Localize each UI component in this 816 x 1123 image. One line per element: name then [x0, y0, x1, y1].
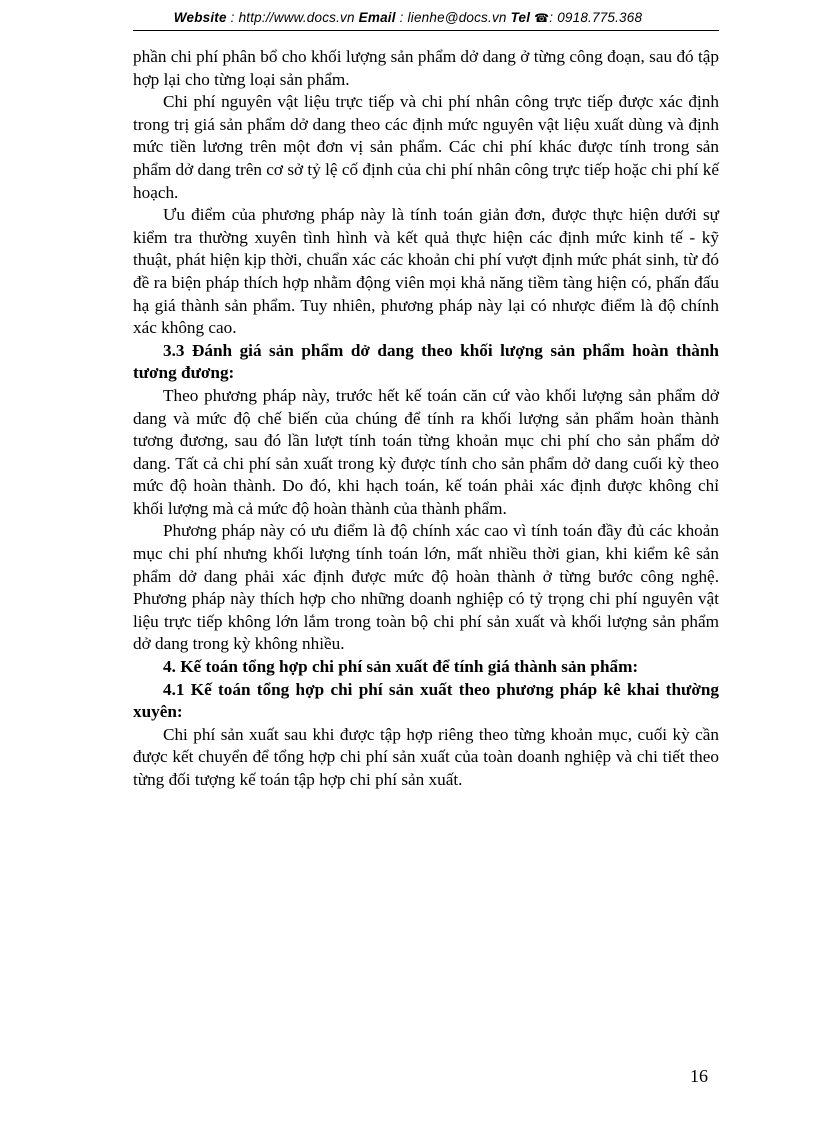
email-value[interactable]: : lienhe@docs.vn: [395, 10, 511, 25]
paragraph-cost-aggregation: Chi phí sản xuất sau khi được tập hợp riêng theo từng khoản mục, cuối kỳ cần được kết chuyển để tổng hợp chi phí sản xuất của toàn doanh nghiệp và chi tiết theo từng đối tượng kế toán tập hợp chi phí sản xuất.: [133, 724, 719, 789]
paragraph-advantages: Ưu điểm của phương pháp này là tính toán giản đơn, được thực hiện dưới sự kiểm tra thường xuyên tình hình và kết quả thực hiện các định mức kinh tế - kỹ thuật, phát hiện kịp thời, chuẩn xác các khoản chi phí vượt định mức phát sinh, từ đó đề ra biện pháp thích hợp nhằm động viên mọi khả năng tiềm tàng hiện có, phấn đấu hạ giá thành sản phẩm. Tuy nhiên, phương pháp này lại có nhược điểm là độ chính xác không cao.: [133, 205, 719, 338]
header-divider: [133, 30, 719, 31]
paragraph-equivalent-method: Theo phương pháp này, trước hết kế toán căn cứ vào khối lượng sản phẩm dở dang và mức độ chế biến của chúng để tính ra khối lượng sản phẩm hoàn thành tương đương, sau đó lần lượt tính toán từng khoản mục chi phí cho sản phẩm dở dang. Tất cả chi phí sản xuất trong kỳ được tính cho sản phẩm dở dang cuối kỳ theo mức độ hoàn thành. Do đó, khi hạch toán, kế toán phải xác định được không chỉ khối lượng mà cả mức độ hoàn thành của thành phẩm.: [133, 385, 719, 518]
paragraph-continued: [133, 46, 719, 91]
section-heading-3-3: 3.3 Đánh giá sản phẩm dở dang theo khối lượng sản phẩm hoàn thành tương đương:: [133, 340, 719, 383]
section-heading-4-1: 4.1 Kế toán tổng hợp chi phí sản xuất theo phương pháp kê khai thường xuyên:: [133, 679, 719, 722]
tel-label: Tel: [510, 10, 531, 25]
section-heading-4: 4. Kế toán tổng hợp chi phí sản xuất để tính giá thành sản phẩm:: [163, 657, 639, 677]
website-label: Website: [173, 10, 227, 25]
phone-icon: ☎: [534, 11, 550, 25]
tel-value: : 0918.775.368: [549, 10, 643, 25]
email-label: Email: [358, 10, 396, 25]
website-value[interactable]: : http://www.docs.vn: [226, 10, 359, 25]
page-header: [0, 10, 816, 25]
page-number: 16: [690, 1066, 708, 1086]
paragraph-continued-text: phần chi phí phân bổ cho khối lượng sản phẩm dở dang ở từng công đoạn, sau đó tập hợp lại cho từng loại sản phẩm.: [133, 47, 719, 89]
document-body: [133, 46, 719, 792]
paragraph-method-evaluation: Phương pháp này có ưu điểm là độ chính xác cao vì tính toán đầy đủ các khoản mục chi phí nhưng khối lượng tính toán lớn, mất nhiều thời gian, khi kiểm kê sản phẩm dở dang phải xác định được mức độ hoàn thành ở từng bước công nghệ. Phương pháp này thích hợp cho những doanh nghiệp có tỷ trọng chi phí nguyên vật liệu trực tiếp không lớn lắm trong toàn bộ chi phí sản xuất và khối lượng sản phẩm dở dang trong kỳ không nhiều.: [133, 521, 719, 654]
paragraph-direct-costs: Chi phí nguyên vật liệu trực tiếp và chi phí nhân công trực tiếp được xác định trong trị giá sản phẩm dở dang theo các định mức nguyên vật liệu xuất dùng và định mức tiền lương trên một đơn vị sản phẩm. Các chi phí khác được tính trong sản phẩm dở dang trên cơ sở tỷ lệ cố định của chi phí nhân công trực tiếp hoặc chi phí kế hoạch.: [133, 92, 719, 202]
